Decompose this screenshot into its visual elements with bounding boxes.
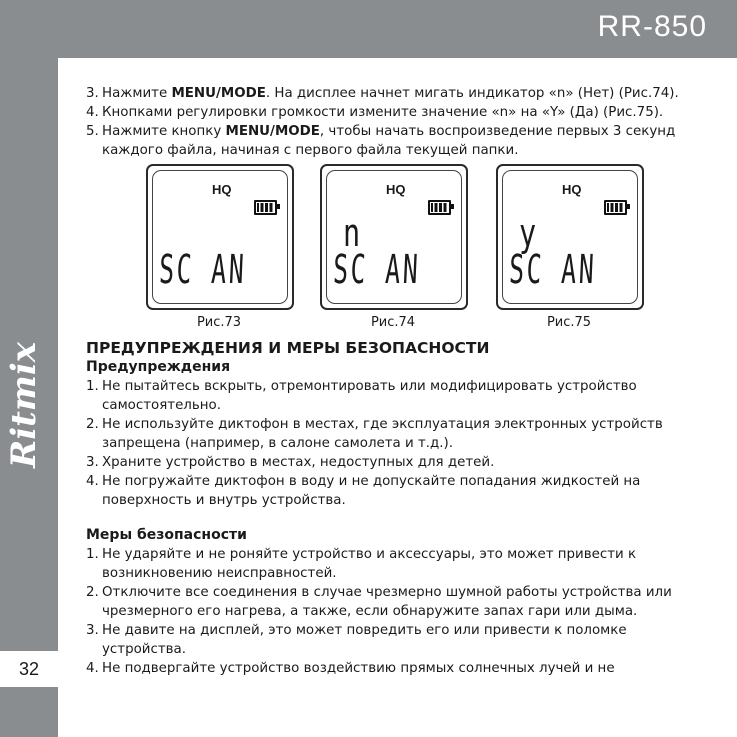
step-text: Кнопками регулировки громкости измените значение «n» на «Y» (Да) (Рис.75). (102, 105, 664, 120)
step-number: 3. (86, 86, 99, 101)
step-number: 4. (86, 105, 99, 120)
battery-icon (254, 200, 277, 215)
safety-item (86, 545, 708, 583)
figure-74 (320, 164, 466, 332)
warning-item (86, 415, 708, 453)
warnings-heading: Предупреждения (86, 359, 231, 375)
safety-item (86, 659, 708, 678)
hq-indicator: HQ (212, 182, 232, 197)
figure-73 (146, 164, 292, 332)
step-number: 5. (86, 124, 99, 139)
item-text: Храните устройство в местах, недоступных для детей. (102, 455, 495, 470)
header-band (0, 0, 737, 58)
sidebar-band (0, 58, 58, 737)
model-title: RR-850 (597, 10, 707, 43)
lcd-scan-text: SC AN (332, 247, 422, 293)
lcd-scan-text: SC AN (508, 247, 598, 293)
item-number: 4. (86, 474, 99, 489)
item-number: 3. (86, 623, 99, 638)
lcd-display (146, 164, 294, 310)
step-item (86, 84, 708, 103)
item-text: Отключите все соединения в случае чрезмерно шумной работы устройства или чрезмерного его нагрева, а также, если обнаружите запах гари или дыма. (102, 585, 672, 619)
item-number: 2. (86, 585, 99, 600)
brand-logo: Ritmix (4, 341, 44, 468)
item-text: Не ударяйте и не роняйте устройство и аксессуары, это может привести к возникновению неисправностей. (102, 547, 637, 581)
safety-heading: Меры безопасности (86, 527, 247, 543)
item-text: Не погружайте диктофон в воду и не допускайте попадания жидкостей на поверхность и внутрь устройства. (102, 474, 641, 508)
page-content (86, 84, 708, 678)
hq-indicator: HQ (386, 182, 406, 197)
battery-icon (604, 200, 627, 215)
item-number: 1. (86, 547, 99, 562)
figure-75 (496, 164, 642, 332)
step-key: MENU/MODE (171, 86, 266, 101)
warning-item (86, 377, 708, 415)
figure-caption: Рис.73 (196, 315, 242, 330)
safety-item (86, 621, 708, 659)
item-number: 3. (86, 455, 99, 470)
figure-caption: Рис.74 (370, 315, 416, 330)
battery-icon (428, 200, 451, 215)
item-number: 1. (86, 379, 99, 394)
warning-item (86, 472, 708, 510)
safety-item (86, 583, 708, 621)
hq-indicator: HQ (562, 182, 582, 197)
lcd-glyph: n (343, 211, 361, 255)
item-text: Не давите на дисплей, это может повредить его или привести к поломке устройства. (102, 623, 627, 657)
page-number: 32 (0, 651, 58, 687)
step-item (86, 103, 708, 122)
step-text: . На дисплее начнет мигать индикатор «n» (Нет) (Рис.74). (265, 86, 679, 101)
figure-caption: Рис.75 (546, 315, 592, 330)
section-title: ПРЕДУПРЕЖДЕНИЯ И МЕРЫ БЕЗОПАСНОСТИ (86, 339, 490, 357)
step-text: , чтобы начать воспроизведение первых 3 секунд каждого файла, начиная с первого файла текущей папки. (102, 124, 676, 158)
item-text: Не подвергайте устройство воздействию прямых солнечных лучей и не (102, 661, 615, 676)
lcd-scan-text: SC AN (158, 247, 248, 293)
lcd-display (496, 164, 644, 310)
item-number: 2. (86, 417, 99, 432)
lcd-display (320, 164, 468, 310)
lcd-glyph: y (519, 211, 537, 255)
figures-row (86, 164, 708, 330)
step-item (86, 122, 708, 160)
item-text: Не пытайтесь вскрыть, отремонтировать или модифицировать устройство самостоятельно. (102, 379, 637, 413)
warning-item (86, 453, 708, 472)
item-text: Не используйте диктофон в местах, где эксплуатация электронных устройств запрещена (например, в салоне самолета и т.д.). (102, 417, 663, 451)
step-key: MENU/MODE (225, 124, 320, 139)
step-text: Нажмите (102, 86, 172, 101)
step-text: Нажмите кнопку (102, 124, 226, 139)
item-number: 4. (86, 661, 99, 676)
